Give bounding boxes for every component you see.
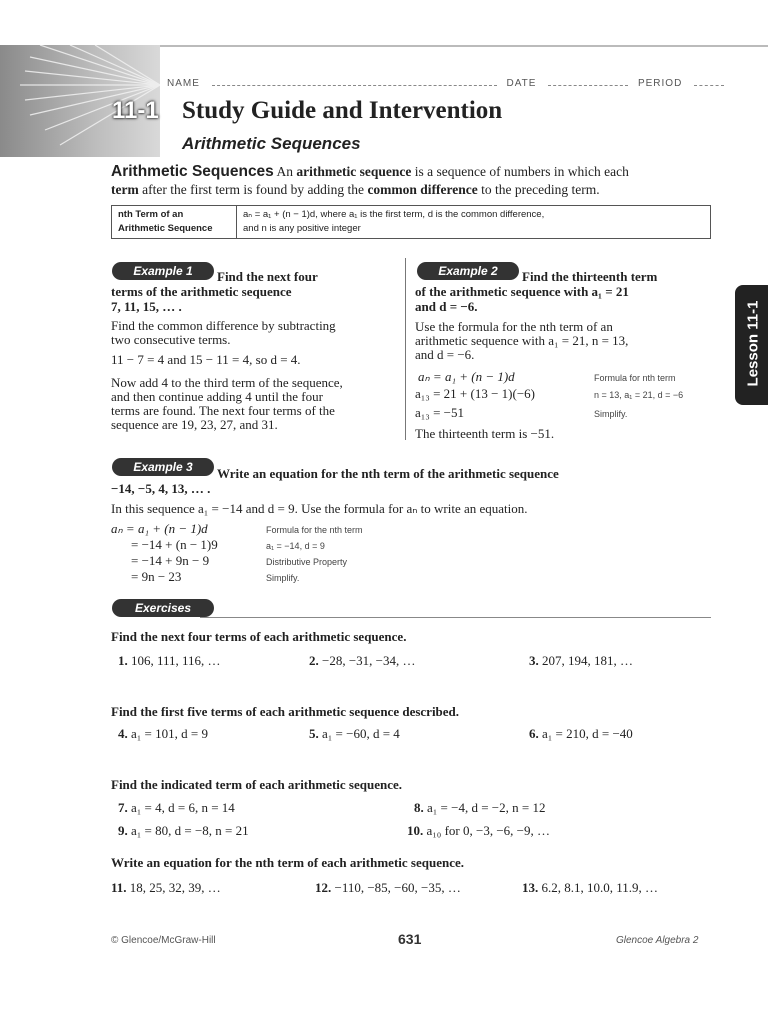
exercise-item [309,653,416,669]
example1-text: Find the common difference by subtracting [111,318,336,333]
exercise-instruction: Write an equation for the nth term of each arithmetic sequence. [111,855,464,870]
definition-label [112,206,237,239]
exercise-text: a₁ = 101, d = 9 [131,726,208,741]
footer-copyright: © Glencoe/McGraw-Hill [111,935,216,946]
example2-step: a₁₃ = −51 [415,405,464,420]
name-date-period-line [167,77,724,89]
exercise-number: 10. [407,823,424,838]
period-field[interactable] [694,77,724,86]
example3-step: = 9n − 23 [131,569,182,584]
example2-paragraph1 [415,320,715,362]
exercise-number: 7. [118,800,128,815]
date-field[interactable] [548,77,628,86]
intro-heading: Arithmetic Sequences [111,163,274,180]
example2-conclusion: The thirteenth term is −51. [415,426,555,441]
example3-step: = −14 + 9n − 9 [131,553,210,568]
intro-text: An [276,164,297,179]
example1-paragraph2: 11 − 7 = 4 and 15 − 11 = 4, so d = 4. [111,352,301,367]
intro-term-arithmetic-sequence: arithmetic sequence [296,164,412,179]
exercise-item [529,653,633,669]
exercise-text: a₁ = −60, d = 4 [322,726,400,741]
example3-step: = −14 + (n − 1)9 [131,537,218,552]
example1-prompt-line: 7, 11, 15, … . [111,299,182,314]
side-tab-label: Lesson 11-1 [744,300,762,387]
intro-text: to the preceding term. [477,182,600,197]
intro-term-term: term [111,182,139,197]
intro-term-common-difference: common difference [367,182,478,197]
exercise-text: a₁ = 210, d = −40 [542,726,633,741]
footer-book-title: Glencoe Algebra 2 [616,935,699,946]
exercise-number: 11. [111,880,127,895]
name-field[interactable] [212,77,497,86]
example2-step-note: Simplify. [594,409,628,419]
example3-prompt-line: −14, −5, 4, 13, … . [111,481,211,496]
exercise-number: 5. [309,726,319,741]
example1-paragraph1 [111,319,401,347]
example1-paragraph3 [111,376,401,432]
exercise-text: −110, −85, −60, −35, … [334,880,461,895]
example2-badge: Example 2 [417,262,519,280]
example2-step: aₙ = a₁ + (n − 1)d [418,369,515,384]
exercise-text: 18, 25, 32, 39, … [129,880,221,895]
exercise-item [118,823,249,839]
footer-page-number: 631 [398,931,422,947]
exercise-item [309,726,400,742]
exercise-item [407,823,550,839]
exercise-item [118,800,235,816]
date-label: DATE [506,78,537,89]
example2-prompt-line: of the arithmetic sequence with a₁ = 21 [415,284,629,299]
exercise-number: 2. [309,653,319,668]
definition-label-line: Arithmetic Sequence [118,223,213,234]
exercise-number: 13. [522,880,539,895]
example1-text: and then continue adding 4 until the four [111,389,323,404]
exercise-number: 12. [315,880,332,895]
example2-text: arithmetic sequence with a₁ = 21, n = 13, [415,333,629,348]
example2-step-note: Formula for nth term [594,373,676,383]
example1-prompt-line: Find the next four [217,269,318,284]
example2-step-note: n = 13, a₁ = 21, d = −6 [594,390,684,400]
exercise-item [315,880,461,896]
intro-text: after the first term is found by adding the [138,182,368,197]
lesson-number: 11-1 [112,97,159,124]
exercise-number: 9. [118,823,128,838]
exercise-text: a₁₀ for 0, −3, −6, −9, … [426,823,550,838]
example1-prompt [111,269,401,314]
intro-text: is a sequence of numbers in which each [411,164,629,179]
example1-text: terms are found. The next four terms of the [111,403,335,418]
exercise-text: a₁ = −4, d = −2, n = 12 [427,800,546,815]
exercise-number: 4. [118,726,128,741]
example2-text: Use the formula for the nth term of an [415,319,613,334]
example1-text: Now add 4 to the third term of the sequence, [111,375,343,390]
example2-prompt-line: Find the thirteenth term [522,269,658,284]
example-divider [405,258,406,440]
example3-prompt-line: Write an equation for the nth term of the arithmetic sequence [217,466,559,481]
exercise-item [118,726,208,742]
exercise-instruction: Find the indicated term of each arithmetic sequence. [111,777,403,792]
page-title: Study Guide and Intervention [182,97,503,124]
exercises-rule [200,617,711,618]
example3-badge: Example 3 [112,458,214,476]
exercise-item [414,800,545,816]
exercise-instruction: Find the first five terms of each arithmetic sequence described. [111,704,460,719]
definition-formula-line: and n is any positive integer [243,223,361,234]
example1-text: two consecutive terms. [111,332,231,347]
exercise-item [118,653,221,669]
example3-step-note: Formula for the nth term [266,525,363,535]
exercise-number: 6. [529,726,539,741]
exercise-text: −28, −31, −34, … [322,653,416,668]
example3-step-note: Distributive Property [266,557,348,567]
example3-step: aₙ = a₁ + (n − 1)d [111,521,208,536]
page-subtitle: Arithmetic Sequences [182,134,361,153]
example1-prompt-line: terms of the arithmetic sequence [111,284,292,299]
header-rule [160,45,768,47]
example2-step: a₁₃ = 21 + (13 − 1)(−6) [415,386,535,401]
intro-paragraph [111,163,716,199]
definition-formula [237,206,711,239]
example3-step-note: a₁ = −14, d = 9 [266,541,325,551]
example2-prompt [415,269,715,314]
exercise-item [522,880,658,896]
definition-label-line: nth Term of an [118,209,184,220]
period-label: PERIOD [637,78,683,89]
exercise-text: 106, 111, 116, … [131,653,221,668]
exercises-badge: Exercises [112,599,214,617]
exercise-item [111,880,221,896]
example2-text: and d = −6. [415,347,475,362]
example2-prompt-line: and d = −6. [415,299,478,314]
example1-text: sequence are 19, 23, 27, and 31. [111,417,278,432]
exercise-instruction: Find the next four terms of each arithmetic sequence. [111,629,407,644]
example1-badge: Example 1 [112,262,214,280]
exercise-number: 3. [529,653,539,668]
exercise-item [529,726,633,742]
definition-formula-line: aₙ = a₁ + (n − 1)d, where a₁ is the first term, d is the common difference, [243,209,545,220]
exercise-number: 8. [414,800,424,815]
name-label: NAME [167,78,200,89]
example3-step-note: Simplify. [266,573,300,583]
exercise-text: 6.2, 8.1, 10.0, 11.9, … [541,880,659,895]
exercise-text: 207, 194, 181, … [542,653,633,668]
exercise-text: a₁ = 4, d = 6, n = 14 [131,800,235,815]
example3-intro: In this sequence a₁ = −14 and d = 9. Use the formula for aₙ to write an equation. [111,501,528,516]
exercise-text: a₁ = 80, d = −8, n = 21 [131,823,249,838]
exercise-number: 1. [118,653,128,668]
lesson-side-tab [735,285,768,405]
example3-prompt [111,466,711,496]
definition-table [111,205,711,239]
